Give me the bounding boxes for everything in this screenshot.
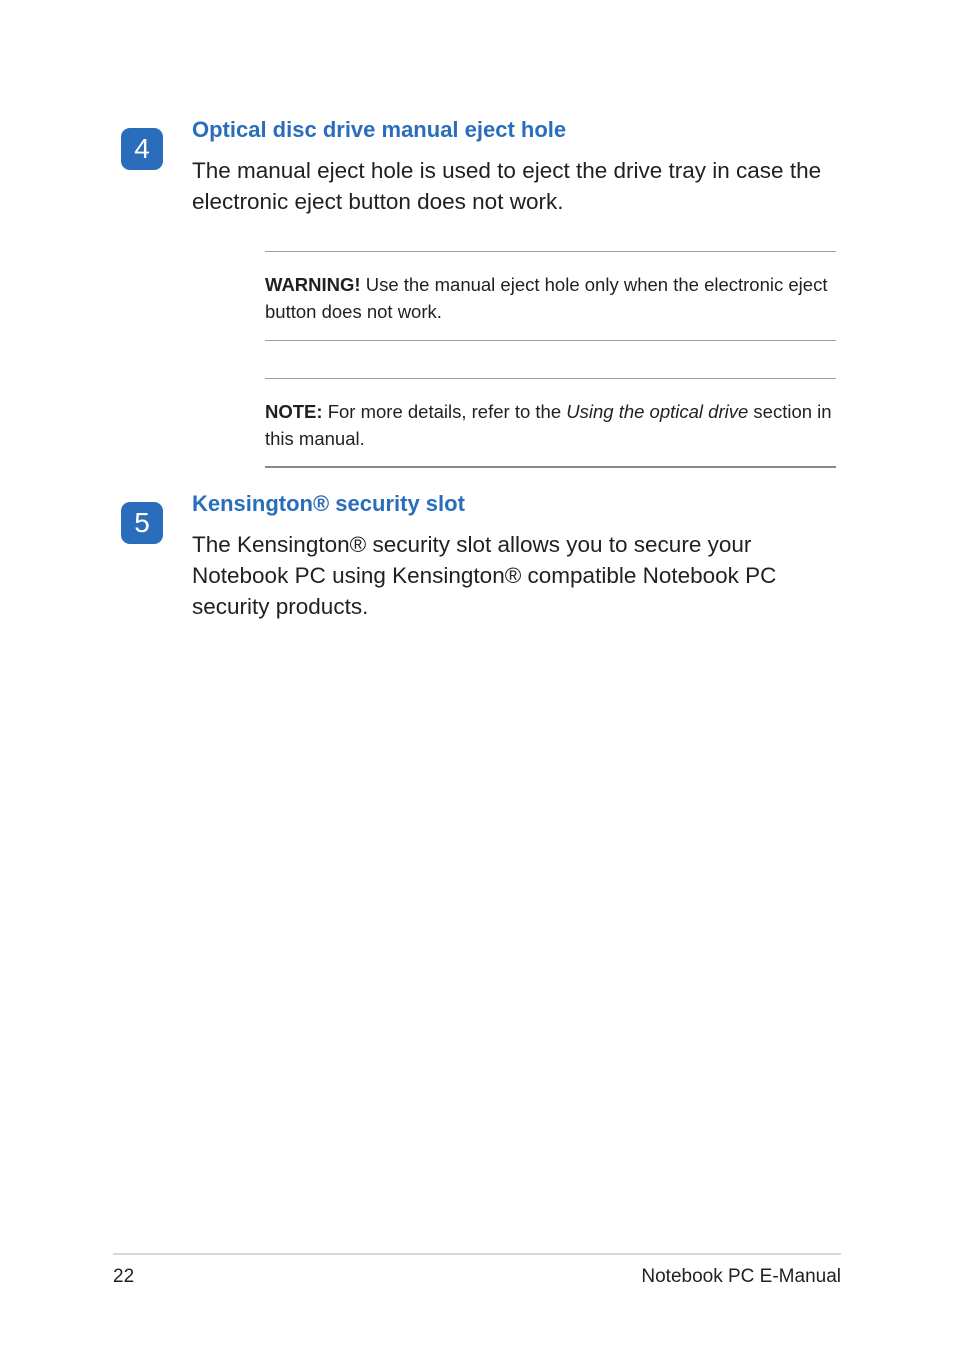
warning-callout <box>265 271 836 325</box>
callout-top-rule <box>265 251 836 252</box>
section-number-badge: 5 <box>121 502 163 544</box>
section-number-badge: 4 <box>121 128 163 170</box>
note-text-before: For more details, refer to the <box>322 401 567 422</box>
manual-title: Notebook PC E-Manual <box>641 1266 841 1287</box>
section-title: Optical disc drive manual eject hole <box>192 117 567 142</box>
warning-label: WARNING! <box>265 274 361 295</box>
callout-bottom-rule <box>265 466 836 468</box>
callout-top-rule <box>265 378 836 379</box>
note-label: NOTE: <box>265 401 323 422</box>
note-reference: Using the optical drive <box>566 401 749 422</box>
section-body: The Kensington® security slot allows you to secure your Notebook PC using Kensington® compatible Notebook PC security products. <box>192 532 777 619</box>
warning-text: Use the manual eject hole only when the electronic eject button does not work. <box>265 274 828 322</box>
section-body: The manual eject hole is used to eject the drive tray in case the electronic eject button does not work. <box>192 158 822 214</box>
page-number: 22 <box>113 1266 135 1287</box>
callout-bottom-rule <box>265 340 836 341</box>
note-callout <box>265 398 836 452</box>
footer-rule <box>113 1253 841 1255</box>
section-title: Kensington® security slot <box>192 491 465 516</box>
note-text-after: section in this manual. <box>265 401 832 449</box>
